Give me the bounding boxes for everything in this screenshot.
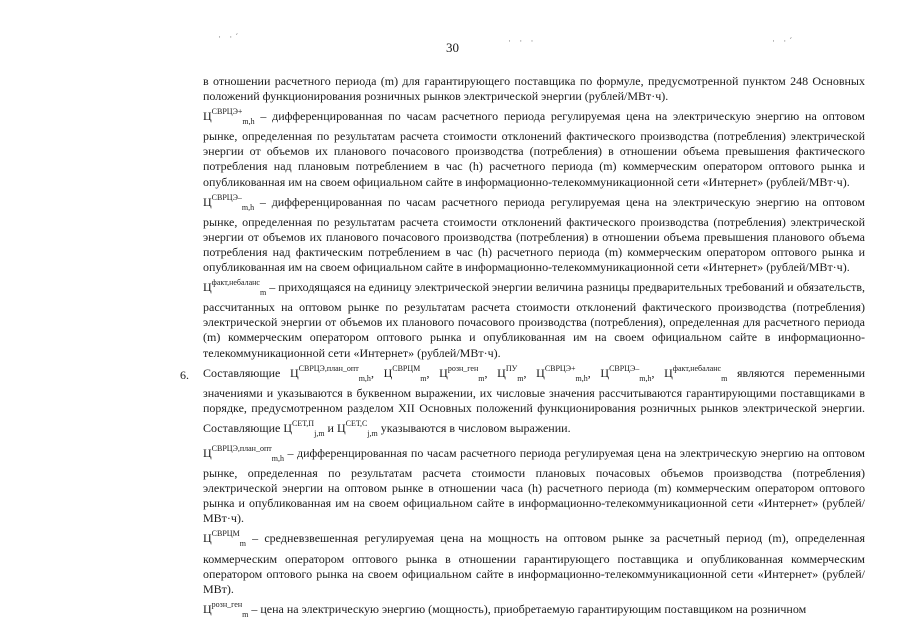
definition-paragraph: $Ц^{СВРЦЭ+}_{m,h}$ – дифференцированная по часам расчетного периода регулируемая цена на электрическую энергию на оптовом рынке, определенная по результатам расчета стоимости отклонений фактического производства (потребления) электрической энергии от объемов их планового почасового производства (потребления) в отношении объема превышения фактического потребления над плановым потреблением в час (h) расчетного периода (m) коммерческим оператором оптового рынка и опубликованная им на своем официальном сайте в информационно-телекоммуникационной сети «Интернет» (рублей/МВт·ч). xyxy=(203,107,865,189)
formula-symbol: $Ц^{СВРЦЭ,план\_опт}_{m,h}$ xyxy=(289,363,371,383)
definition-paragraph: $Ц^{факт,небаланс}_m$ – приходящаяся на единицу электрической энергии величина разницы предварительных требований и обязательств, рассчитанных на оптовом рынке по результатам расчета стоимости отклонений фактического производства (потребления) электрической энергии от объемов их планового почасового производства (потребления), определенная для расчетного периода (m) коммерческим оператором оптового рынка и опубликованная им на своем официальном сайте в информационно-телекоммуникационной сети «Интернет» (рублей/МВт·ч). xyxy=(203,278,865,360)
formula-symbol: $Ц^{СВРЦМ}_m$ xyxy=(383,363,427,383)
definition-paragraph: $Ц^{СВРЦЭ,план\_опт}_{m,h}$ – дифференцированная по часам расчетного периода регулируемая цена на электрическую энергию на оптовом рынке, определенная по результатам расчета стоимости плановых почасовых объемов производства (потребления) электрической энергии на оптовом рынке в отношении часа (h) расчетного периода (m) коммерческим оператором оптового рынка и опубликованная им на своем официальном сайте в информационно-телекоммуникационной сети «Интернет» (рублей/МВт·ч). xyxy=(203,443,865,526)
definition-paragraph: $Ц^{СВРЦМ}_m$ – средневзвешенная регулируемая цена на мощность на оптовом рынке за расчетный период (m), определенная коммерческим оператором оптового рынка в отношении гарантирующего поставщика и опубликованная коммерческим оператором оптового рынка на своем официальном сайте в информационно-телекоммуникационной сети «Интернет» (рублей/МВт). xyxy=(203,529,865,596)
definition-paragraph: $Ц^{СВРЦЭ-}_{m,h}$ – дифференцированная по часам расчетного периода регулируемая цена на электрическую энергию на оптовом рынке, определенная по результатам расчета стоимости отклонений фактического производства (потребления) электрической энергии от объемов их планового почасового производства (потребления) в отношении объема превышения планового объема потребления над фактическим потреблением в час (h) расчетного периода (m) коммерческим оператором оптового рынка и опубликованная им на своем официальном сайте в информационно-телекоммуникационной сети «Интернет» (рублей/МВт·ч). xyxy=(203,192,865,275)
formula-symbol: $Ц^{розн\_ген}_m$ xyxy=(439,363,485,383)
formula-symbol: $Ц^{факт,небаланс}_m$ xyxy=(203,278,267,298)
formula-symbol: $Ц^{СВРЦЭ,план\_опт}_{m,h}$ xyxy=(203,443,284,463)
formula-symbol: $Ц^{СЕТ,П}_{j,m}$ xyxy=(283,418,325,438)
formula-symbol: $Ц^{СВРЦЭ-}_{m,h}$ xyxy=(600,363,652,383)
item-6-paragraph: Составляющие $Ц^{СВРЦЭ,план\_опт}_{m,h}$, $Ц^{СВРЦМ}_m$, $Ц^{розн\_ген}_m$, $Ц^{ПУ}_m$, $Ц^{СВРЦЭ+}_{m,h}$, $Ц^{СВРЦЭ-}_{m,h}$, $Ц^{факт,небаланс}_m$ являются переменными значениями и указываются в буквенном выражении, их числовые значения рассчитываются гарантирующими поставщиками в порядке, предусмотренном разделом XII Основных положений функционирования розничных рынков электрической энергии. Составляющие $Ц^{СЕТ,П}_{j,m}$ и $Ц^{СЕТ,С}_{j,m}$ указываются в числовом выражении. xyxy=(203,363,866,438)
formula-symbol: $Ц^{факт,небаланс}_m$ xyxy=(664,363,728,383)
scan-speck: · ·´ xyxy=(218,32,242,42)
scan-speck: · ·´ xyxy=(772,36,796,46)
formula-symbol: $Ц^{СВРЦЭ+}_{m,h}$ xyxy=(203,107,255,127)
definition-paragraph: $Ц^{розн\_ген}_m$ – цена на электрическую энергию (мощность), приобретаемую гарантирующим поставщиком на розничном xyxy=(203,599,807,619)
formula-symbol: $Ц^{розн\_ген}_m$ xyxy=(203,599,249,619)
formula-symbol: $Ц^{СВРЦЭ-}_{m,h}$ xyxy=(203,192,255,212)
scan-speck: · · · xyxy=(508,36,537,46)
paragraph: в отношении расчетного периода (m) для гарантирующего поставщика по формуле, предусмотренной пунктом 248 Основных положений функционирования розничных рынков электрической энергии (рублей/МВт·ч). xyxy=(203,74,865,104)
formula-symbol: $Ц^{СЕТ,С}_{j,m}$ xyxy=(336,418,378,438)
page-number: 30 xyxy=(446,40,459,55)
item-number: 6. xyxy=(180,368,189,382)
formula-symbol: $Ц^{ПУ}_m$ xyxy=(497,363,524,383)
formula-symbol: $Ц^{СВРЦМ}_m$ xyxy=(203,529,246,549)
formula-symbol: $Ц^{СВРЦЭ+}_{m,h}$ xyxy=(536,363,588,383)
text-block xyxy=(203,74,865,622)
